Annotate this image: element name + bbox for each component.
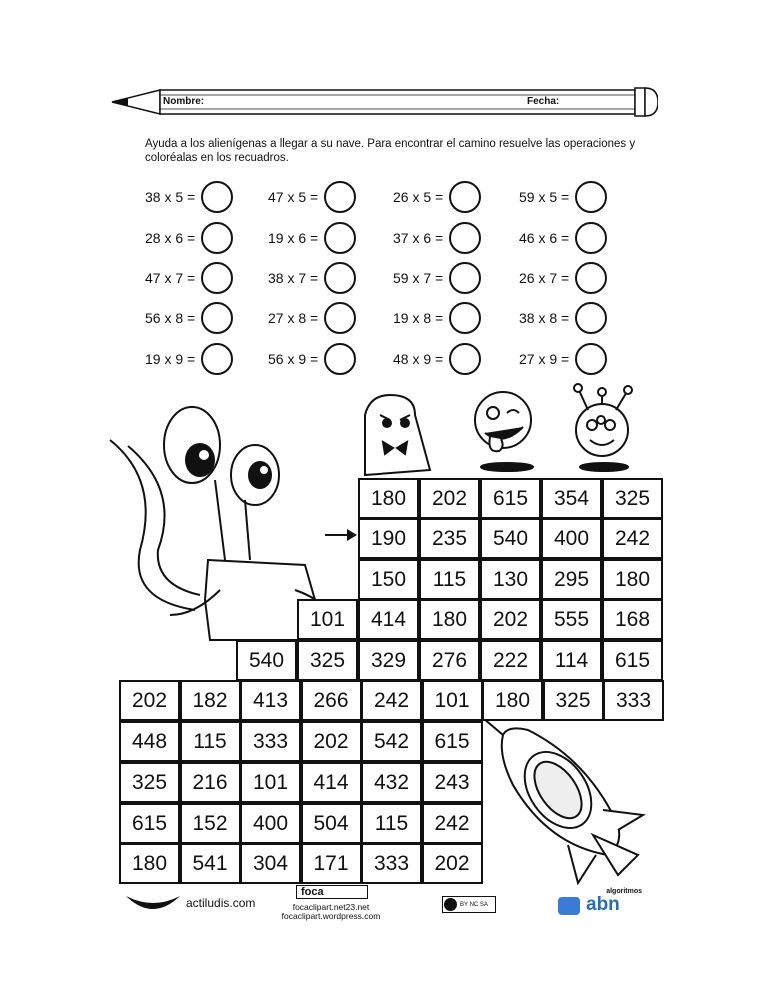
answer-circle[interactable] (575, 343, 607, 375)
grid-cell[interactable]: 235 (419, 518, 480, 559)
smiling-alien-illustration (465, 385, 545, 475)
abn-main-text: abn (586, 894, 620, 915)
exercise-text: 59 x 5 = (519, 189, 570, 205)
exercise-item (393, 178, 481, 216)
grid-cell[interactable]: 242 (422, 803, 483, 844)
exercise-item (519, 219, 607, 257)
exercise-item (393, 219, 481, 257)
monster-alien-illustration (355, 390, 445, 480)
grid-cell[interactable]: 114 (541, 640, 602, 681)
exercise-text: 56 x 8 = (145, 310, 196, 326)
grid-cell[interactable]: 540 (236, 640, 297, 681)
abn-top-text: algoritmos (606, 888, 642, 895)
grid-cell[interactable]: 115 (180, 721, 241, 762)
grid-cell[interactable]: 243 (422, 762, 483, 803)
answer-circle[interactable] (575, 262, 607, 294)
grid-cell[interactable]: 329 (358, 640, 419, 681)
start-arrow-icon (325, 527, 357, 543)
grid-cell[interactable]: 202 (301, 721, 362, 762)
answer-circle[interactable] (201, 181, 233, 213)
grid-cell[interactable]: 354 (541, 478, 602, 519)
exercise-text: 38 x 7 = (268, 270, 319, 286)
round-alien-illustration (560, 380, 650, 475)
grid-cell[interactable]: 325 (543, 680, 604, 721)
exercise-text: 26 x 5 = (393, 189, 444, 205)
answer-circle[interactable] (575, 302, 607, 334)
foca-logo: foca (296, 885, 368, 899)
grid-cell[interactable]: 555 (541, 599, 602, 640)
answer-circle[interactable] (575, 222, 607, 254)
exercise-text: 59 x 7 = (393, 270, 444, 286)
grid-cell[interactable]: 180 (419, 599, 480, 640)
exercise-item (519, 299, 607, 337)
grid-cell[interactable]: 168 (602, 599, 663, 640)
exercise-item (393, 340, 481, 378)
grid-cell[interactable]: 400 (541, 518, 602, 559)
exercise-item (145, 178, 233, 216)
grid-cell[interactable]: 202 (119, 680, 180, 721)
instructions: Ayuda a los alienígenas a llegar a su nave. Para encontrar el camino resuelve las operaciones y coloréalas en los recuadros. (145, 138, 636, 164)
grid-cell[interactable]: 432 (361, 762, 422, 803)
answer-circle[interactable] (449, 181, 481, 213)
date-label: Fecha: (527, 96, 560, 107)
exercise-item (519, 340, 607, 378)
actiludis-label: actiludis.com (186, 896, 256, 910)
grid-cell[interactable]: 115 (419, 559, 480, 600)
grid-cell[interactable]: 414 (358, 599, 419, 640)
exercise-text: 37 x 6 = (393, 230, 444, 246)
grid-cell[interactable]: 325 (602, 478, 663, 519)
exercise-text: 27 x 8 = (268, 310, 319, 326)
cc-badge-text: BY NC SA (460, 901, 488, 908)
answer-circle[interactable] (324, 181, 356, 213)
exercise-item (268, 340, 356, 378)
exercise-text: 28 x 6 = (145, 230, 196, 246)
foca-url-1: focaclipart.net23.net (292, 902, 370, 912)
exercise-item (393, 299, 481, 337)
exercise-item (145, 340, 233, 378)
cc-icon (444, 898, 457, 911)
abn-logo (558, 888, 642, 916)
grid-cell[interactable]: 202 (480, 599, 541, 640)
grid-cell[interactable]: 216 (180, 762, 241, 803)
exercise-item (268, 299, 356, 337)
answer-circle[interactable] (449, 222, 481, 254)
grid-cell[interactable]: 130 (480, 559, 541, 600)
rocket-ship-illustration (468, 705, 648, 885)
exercise-item (268, 259, 356, 297)
answer-circle[interactable] (324, 302, 356, 334)
exercise-text: 38 x 8 = (519, 310, 570, 326)
grid-cell[interactable]: 448 (119, 721, 180, 762)
grid-cell[interactable]: 180 (358, 478, 419, 519)
grid-cell[interactable]: 541 (180, 843, 241, 884)
exercise-item (268, 219, 356, 257)
grid-cell[interactable]: 101 (297, 599, 358, 640)
grid-cell[interactable]: 276 (419, 640, 480, 681)
grid-cell[interactable]: 615 (602, 640, 663, 681)
exercise-text: 47 x 5 = (268, 189, 319, 205)
answer-circle[interactable] (324, 262, 356, 294)
grid-cell[interactable]: 540 (480, 518, 541, 559)
exercise-item (393, 259, 481, 297)
foca-url-2: focaclipart.wordpress.com (281, 911, 381, 921)
grid-cell[interactable]: 180 (602, 559, 663, 600)
exercise-text: 47 x 7 = (145, 270, 196, 286)
answer-circle[interactable] (324, 222, 356, 254)
grid-cell[interactable]: 504 (301, 803, 362, 844)
grid-cell[interactable]: 413 (240, 680, 301, 721)
answer-circle[interactable] (324, 343, 356, 375)
grid-cell[interactable]: 295 (541, 559, 602, 600)
exercise-text: 19 x 8 = (393, 310, 444, 326)
grid-cell[interactable]: 333 (361, 843, 422, 884)
grid-cell[interactable]: 180 (119, 843, 180, 884)
grid-cell[interactable]: 242 (361, 680, 422, 721)
grid-cell[interactable]: 325 (297, 640, 358, 681)
grid-cell[interactable]: 242 (602, 518, 663, 559)
exercise-item (268, 178, 356, 216)
answer-circle[interactable] (575, 181, 607, 213)
answer-circle[interactable] (201, 343, 233, 375)
grid-cell[interactable]: 325 (119, 762, 180, 803)
actiludis-smile-logo (122, 888, 184, 920)
cc-license-badge (442, 896, 496, 913)
grid-cell[interactable]: 182 (180, 680, 241, 721)
grid-cell[interactable]: 222 (480, 640, 541, 681)
answer-circle[interactable] (201, 302, 233, 334)
grid-cell[interactable]: 615 (422, 721, 483, 762)
answer-circle[interactable] (201, 262, 233, 294)
grid-cell[interactable]: 202 (422, 843, 483, 884)
grid-cell[interactable]: 171 (301, 843, 362, 884)
answer-circle[interactable] (449, 302, 481, 334)
grid-cell[interactable]: 414 (301, 762, 362, 803)
grid-cell[interactable]: 190 (358, 518, 419, 559)
grid-cell[interactable]: 101 (240, 762, 301, 803)
grid-cell[interactable]: 615 (480, 478, 541, 519)
abn-icon (558, 897, 580, 915)
exercise-text: 26 x 7 = (519, 270, 570, 286)
grid-cell[interactable]: 202 (419, 478, 480, 519)
grid-cell[interactable]: 542 (361, 721, 422, 762)
grid-cell[interactable]: 400 (240, 803, 301, 844)
name-label: Nombre: (163, 96, 205, 107)
exercise-text: 19 x 9 = (145, 351, 196, 367)
grid-cell[interactable]: 304 (240, 843, 301, 884)
exercise-text: 27 x 9 = (519, 351, 570, 367)
grid-cell[interactable]: 333 (240, 721, 301, 762)
grid-cell[interactable]: 115 (361, 803, 422, 844)
grid-cell[interactable]: 101 (422, 680, 483, 721)
exercise-item (519, 259, 607, 297)
grid-cell[interactable]: 615 (119, 803, 180, 844)
grid-cell[interactable]: 152 (180, 803, 241, 844)
exercise-text: 56 x 9 = (268, 351, 319, 367)
exercise-text: 46 x 6 = (519, 230, 570, 246)
grid-cell[interactable]: 180 (482, 680, 543, 721)
exercise-item (145, 299, 233, 337)
answer-circle[interactable] (201, 222, 233, 254)
answer-circle[interactable] (449, 343, 481, 375)
grid-cell[interactable]: 266 (301, 680, 362, 721)
grid-cell[interactable]: 333 (603, 680, 664, 721)
answer-circle[interactable] (449, 262, 481, 294)
exercise-item (145, 259, 233, 297)
grid-cell[interactable]: 150 (358, 559, 419, 600)
exercise-text: 38 x 5 = (145, 189, 196, 205)
exercise-text: 48 x 9 = (393, 351, 444, 367)
exercise-item (145, 219, 233, 257)
exercise-item (519, 178, 607, 216)
exercise-text: 19 x 6 = (268, 230, 319, 246)
